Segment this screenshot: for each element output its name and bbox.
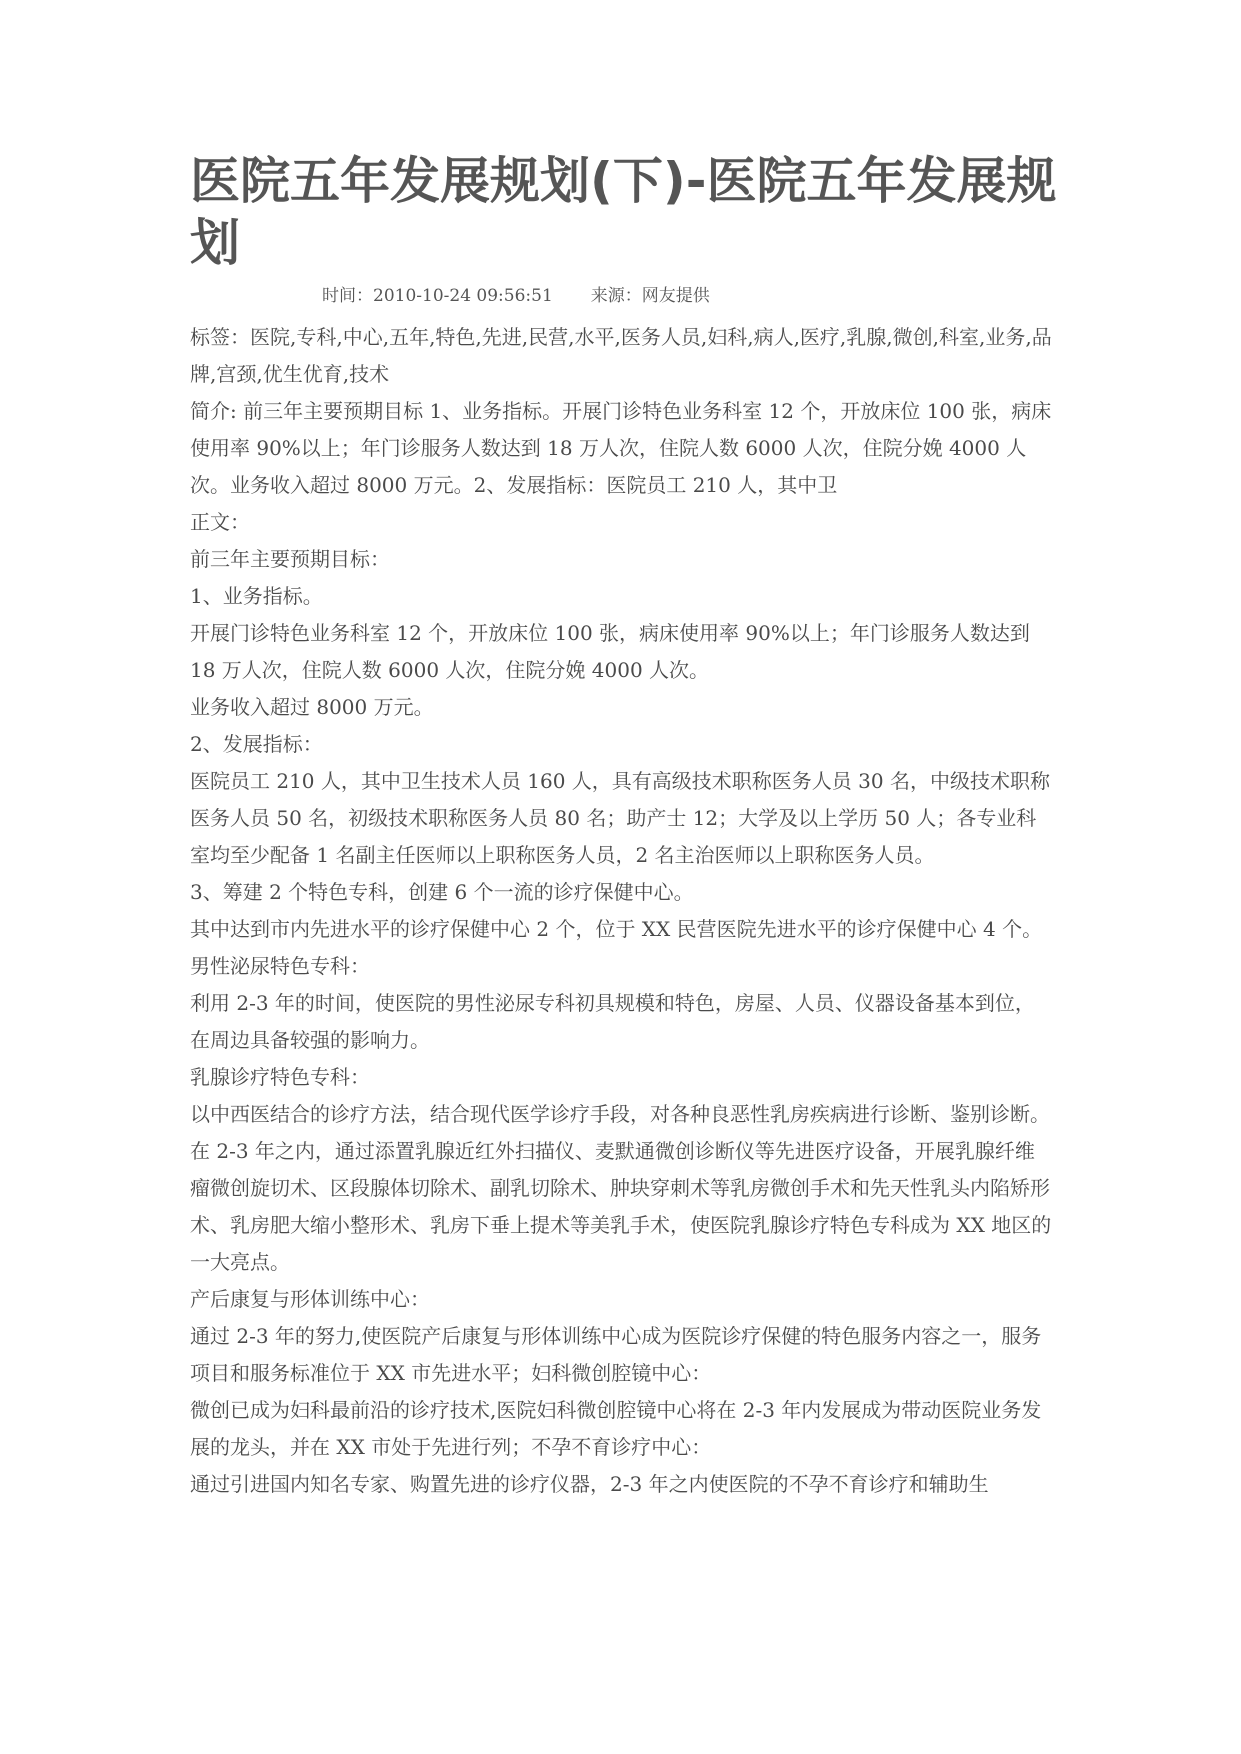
document-body bbox=[190, 319, 1052, 1503]
body-paragraph: 微创已成为妇科最前沿的诊疗技术,医院妇科微创腔镜中心将在 2-3 年内发展成为带动医院业务发展的龙头，并在 XX 市处于先进行列；不孕不育诊疗中心： bbox=[190, 1398, 1042, 1459]
document-meta bbox=[322, 283, 710, 309]
body-paragraph: 医院员工 210 人，其中卫生技术人员 160 人，具有高级技术职称医务人员 30 名，中级技术职称医务人员 50 名，初级技术职称医务人员 80 名；助产士 12；大学及以上学历 50 人；各专业科室均至少配备 1 名副主任医师以上职称医务人员，2 名主治医师以上职称医务人员。 bbox=[190, 769, 1050, 867]
tags-paragraph: 标签：医院,专科,中心,五年,特色,先进,民营,水平,医务人员,妇科,病人,医疗,乳腺,微创,科室,业务,品牌,宫颈,优生优育,技术 bbox=[190, 325, 1052, 386]
body-paragraph: 产后康复与形体训练中心： bbox=[190, 1287, 430, 1311]
body-paragraph: 男性泌尿特色专科： bbox=[190, 954, 370, 978]
document-title: 医院五年发展规划(下)-医院五年发展规划 bbox=[190, 152, 1057, 272]
body-paragraph: 前三年主要预期目标： bbox=[190, 547, 390, 571]
body-paragraph: 2、发展指标： bbox=[190, 732, 323, 756]
publish-time: 时间：2010-10-24 09:56:51 bbox=[322, 286, 553, 306]
body-paragraph: 其中达到市内先进水平的诊疗保健中心 2 个，位于 XX 民营医院先进水平的诊疗保健中心 4 个。 bbox=[190, 917, 1043, 941]
body-paragraph: 通过引进国内知名专家、购置先进的诊疗仪器，2-3 年之内使医院的不孕不育诊疗和辅助生 bbox=[190, 1472, 989, 1496]
summary-paragraph: 简介: 前三年主要预期目标 1、业务指标。开展门诊特色业务科室 12 个，开放床位 100 张，病床使用率 90%以上；年门诊服务人数达到 18 万人次，住院人数 6000 人次，住院分娩 4000 人次。业务收入超过 8000 万元。2、发展指标：医院员工 210 人，其中卫 bbox=[190, 399, 1052, 497]
body-heading: 正文： bbox=[190, 510, 250, 534]
source-label: 来源：网友提供 bbox=[590, 286, 710, 306]
body-paragraph: 通过 2-3 年的努力,使医院产后康复与形体训练中心成为医院诊疗保健的特色服务内容之一，服务项目和服务标准位于 XX 市先进水平；妇科微创腔镜中心： bbox=[190, 1324, 1042, 1385]
body-paragraph: 1、业务指标。 bbox=[190, 584, 323, 608]
body-paragraph: 业务收入超过 8000 万元。 bbox=[190, 695, 434, 719]
body-paragraph: 利用 2-3 年的时间，使医院的男性泌尿专科初具规模和特色，房屋、人员、仪器设备基本到位，在周边具备较强的影响力。 bbox=[190, 991, 1035, 1052]
body-paragraph: 以中西医结合的诊疗方法，结合现代医学诊疗手段，对各种良恶性乳房疾病进行诊断、鉴别诊断。 bbox=[190, 1102, 1050, 1126]
body-paragraph: 开展门诊特色业务科室 12 个，开放床位 100 张，病床使用率 90%以上；年门诊服务人数达到 18 万人次，住院人数 6000 人次，住院分娩 4000 人次。 bbox=[190, 621, 1030, 682]
body-paragraph: 在 2-3 年之内，通过添置乳腺近红外扫描仪、麦默通微创诊断仪等先进医疗设备，开展乳腺纤维瘤微创旋切术、区段腺体切除术、副乳切除术、肿块穿刺术等乳房微创手术和先天性乳头内陷矫形术、乳房肥大缩小整形术、乳房下垂上提术等美乳手术，使医院乳腺诊疗特色专科成为 XX 地区的一大亮点。 bbox=[190, 1139, 1052, 1274]
body-paragraph: 乳腺诊疗特色专科： bbox=[190, 1065, 370, 1089]
body-paragraph: 3、筹建 2 个特色专科，创建 6 个一流的诊疗保健中心。 bbox=[190, 880, 694, 904]
